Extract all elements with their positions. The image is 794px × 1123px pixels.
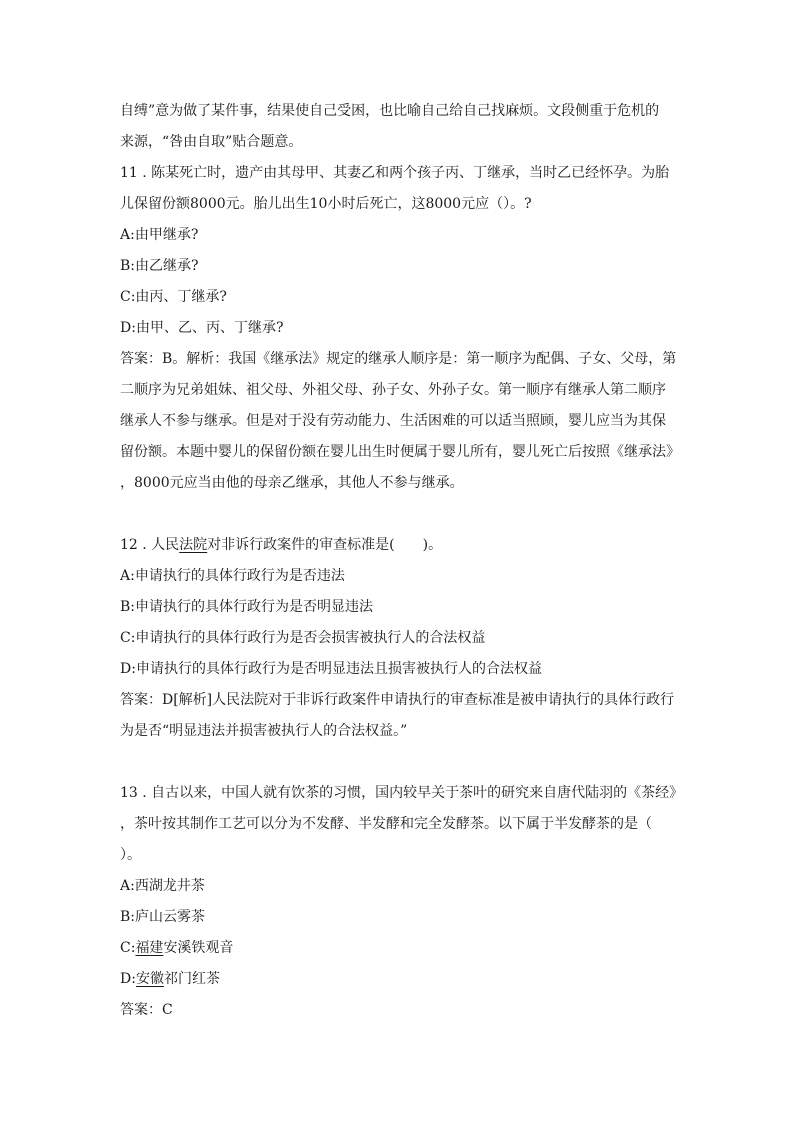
intro-line: 自缚”意为做了某件事，结果使自己受困，也比喻自己给自己找麻烦。文段侧重于危机的 [120, 103, 660, 119]
question-13-option-b: B:庐山云雾茶 [120, 909, 206, 925]
question-13-option-d-underlined: 安徽 [135, 971, 164, 987]
question-13-option-a: A:西湖龙井茶 [120, 878, 205, 894]
question-11-option-a: A:由甲继承? [120, 227, 199, 243]
question-13-option-c-suffix: 安溪铁观音 [163, 940, 234, 956]
question-12-stem-suffix: 对非诉行政案件的审查标准是( )。 [207, 537, 443, 553]
question-12-stem [120, 530, 686, 561]
blank-line [120, 747, 686, 778]
question-13-option-c-prefix: C: [120, 940, 136, 956]
question-11-option-d: D:由甲、乙、丙、丁继承? [120, 320, 284, 336]
question-11-option-b: B:由乙继承? [120, 258, 199, 274]
question-12-stem-underlined: 法院 [179, 537, 208, 553]
question-13-option-d [120, 964, 686, 995]
question-11-answer: ，8000元应当由他的母亲乙继承，其他人不参与继承。 [120, 475, 464, 491]
question-11-stem: 11 . 陈某死亡时，遗产由其母甲、其妻乙和两个孩子丙、丁继承，当时乙已经怀孕。为胎 [120, 165, 670, 181]
question-13-option-c [120, 933, 686, 964]
question-12-option-a: A:申请执行的具体行政行为是否违法 [120, 568, 345, 584]
question-12-option-b: B:申请执行的具体行政行为是否明显违法 [120, 599, 374, 615]
question-13-stem: ）。 [120, 847, 141, 863]
question-13-option-d-suffix: 祁门红茶 [163, 971, 220, 987]
question-11-option-c: C:由丙、丁继承? [120, 289, 227, 305]
question-13-answer: 答案：C [120, 1002, 173, 1018]
question-11-answer: 答案：B。解析：我国《继承法》规定的继承人顺序是：第一顺序为配偶、子女、父母，第 [120, 351, 677, 367]
question-12-answer: 答案：D[解析]人民法院对于非诉行政案件申请执行的审查标准是被申请执行的具体行政行 [120, 692, 675, 708]
question-13-option-d-prefix: D: [120, 971, 136, 987]
intro-line: 来源，“咎由自取”贴合题意。 [120, 134, 303, 150]
question-12-option-c: C:申请执行的具体行政行为是否会损害被执行人的合法权益 [120, 630, 486, 646]
question-12-option-d: D:申请执行的具体行政行为是否明显违法且损害被执行人的合法权益 [120, 661, 542, 677]
question-12-answer: 为是否“明显违法并损害被执行人的合法权益。” [120, 723, 408, 739]
question-12-stem-prefix: 12 . 人民 [120, 537, 180, 553]
question-11-answer: 继承人不参与继承。但是对于没有劳动能力、生活困难的可以适当照顾，婴儿应当为其保 [120, 413, 666, 429]
blank-line [120, 499, 686, 530]
question-11-stem: 儿保留份额8000元。胎儿出生10小时后死亡，这8000元应（）。? [120, 196, 532, 212]
question-11-answer: 留份额。本题中婴儿的保留份额在婴儿出生时便属于婴儿所有，婴儿死亡后按照《继承法》 [120, 444, 680, 460]
question-13-stem: ，茶叶按其制作工艺可以分为不发酵、半发酵和完全发酵茶。以下属于半发酵茶的是（ [120, 816, 652, 832]
question-13-option-c-underlined: 福建 [135, 940, 164, 956]
question-13-stem: 13 . 自古以来，中国人就有饮茶的习惯，国内较早关于茶叶的研究来自唐代陆羽的《茶经》 [120, 785, 684, 801]
document-content [120, 96, 686, 1026]
question-11-answer: 二顺序为兄弟姐妹、祖父母、外祖父母、孙子女、外孙子女。第一顺序有继承人第二顺序 [120, 382, 666, 398]
